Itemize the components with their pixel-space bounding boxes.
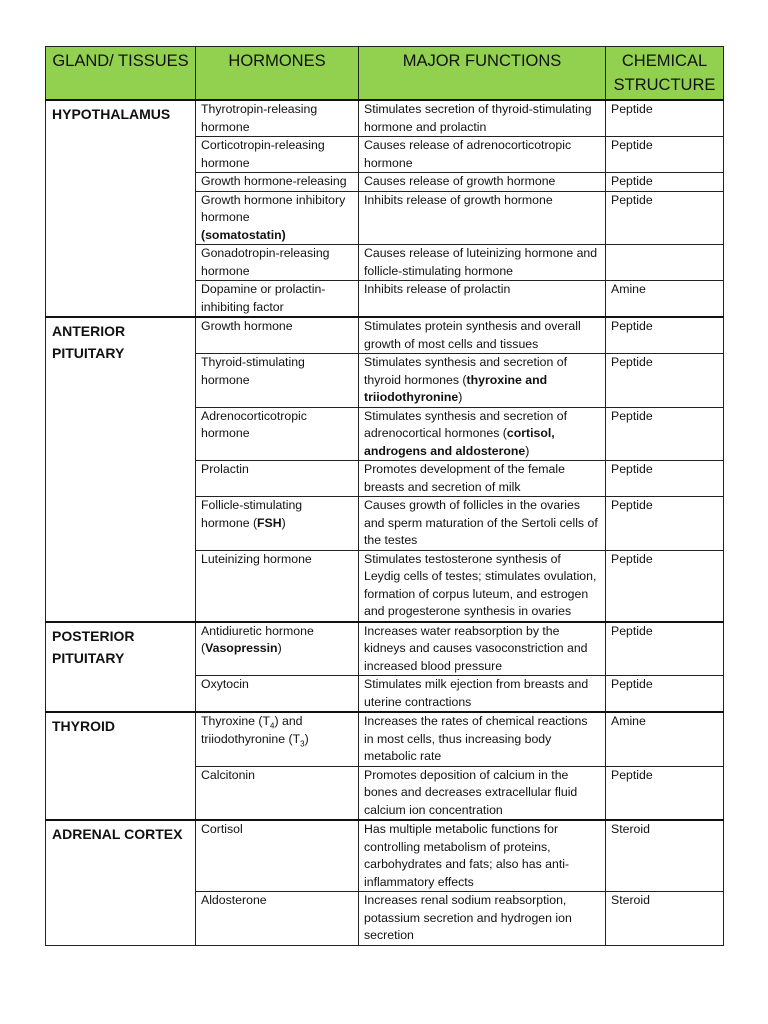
function-text: Stimulates synthesis and secretion of thyroid hormones ( — [364, 355, 568, 387]
structure-cell: Amine — [606, 712, 724, 766]
hormone-cell: Cortisol — [196, 820, 359, 892]
function-text: Stimulates synthesis and secretion of adrenocortical hormones ( — [364, 408, 568, 440]
structure-cell: Peptide — [606, 461, 724, 497]
hormone-cell: Adrenocorticotropic hormone — [196, 407, 359, 461]
function-cell: Inhibits release of prolactin — [359, 281, 606, 318]
hormone-text-end: ) — [281, 515, 286, 530]
header-functions: MAJOR FUNCTIONS — [359, 47, 606, 101]
endocrine-hormone-table — [45, 46, 724, 946]
function-cell: Increases renal sodium reabsorption, potassium secretion and hydrogen ion secretion — [359, 892, 606, 946]
function-cell: Stimulates testosterone synthesis of Leydig cells of testes; stimulates ovulation, formation of corpus luteum, and estrogen and progesterone synthesis in ovaries — [359, 550, 606, 622]
function-cell: Promotes development of the female breasts and secretion of milk — [359, 461, 606, 497]
structure-cell: Peptide — [606, 191, 724, 245]
structure-cell: Peptide — [606, 676, 724, 713]
function-cell: Causes release of luteinizing hormone and follicle-stimulating hormone — [359, 245, 606, 281]
function-text-end: ) — [458, 390, 463, 404]
function-cell — [359, 407, 606, 461]
table-row — [46, 820, 724, 892]
table-row — [46, 317, 724, 354]
hormone-cell: Growth hormone-releasing — [196, 173, 359, 192]
function-cell — [359, 354, 606, 408]
header-gland: GLAND/ TISSUES — [46, 47, 196, 101]
hormone-cell: Corticotropin-releasing hormone — [196, 137, 359, 173]
hormone-cell: Oxytocin — [196, 676, 359, 713]
t4-subscript: 4 — [270, 721, 275, 731]
structure-cell: Peptide — [606, 407, 724, 461]
function-cell: Inhibits release of growth hormone — [359, 191, 606, 245]
structure-cell: Steroid — [606, 820, 724, 892]
hormone-cell: Luteinizing hormone — [196, 550, 359, 622]
hormone-cell: Growth hormone — [196, 317, 359, 354]
function-cell: Promotes deposition of calcium in the bones and decreases extracellular fluid calcium ion concentration — [359, 766, 606, 820]
function-cell: Causes release of adrenocorticotropic hormone — [359, 137, 606, 173]
table-header-row — [46, 47, 724, 101]
function-cell: Causes release of growth hormone — [359, 173, 606, 192]
hormone-cell — [196, 191, 359, 245]
hormone-bold-text: (somatostatin) — [201, 227, 286, 242]
gland-name: HYPOTHALAMUS — [46, 100, 196, 317]
structure-cell: Peptide — [606, 137, 724, 173]
structure-cell: Peptide — [606, 766, 724, 820]
table-row — [46, 100, 724, 137]
function-bold-text: cortisol, androgens and aldosterone — [364, 426, 555, 458]
hormone-text: Thyroxine (T — [201, 714, 271, 728]
structure-cell — [606, 245, 724, 281]
header-hormones: HORMONES — [196, 47, 359, 101]
hormone-cell: Calcitonin — [196, 766, 359, 820]
function-cell: Stimulates protein synthesis and overall growth of most cells and tissues — [359, 317, 606, 354]
gland-name: THYROID — [46, 712, 196, 820]
structure-cell: Amine — [606, 281, 724, 318]
t3-subscript: 3 — [300, 738, 305, 748]
hormone-text-mid: ) and triiodothyronine (T — [201, 714, 303, 746]
hormone-text: Follicle-stimulating hormone ( — [201, 498, 303, 530]
hormone-cell: Aldosterone — [196, 892, 359, 946]
gland-name: POSTERIOR PITUITARY — [46, 622, 196, 713]
function-text-end: ) — [525, 443, 530, 458]
gland-name: ANTERIOR PITUITARY — [46, 317, 196, 622]
hormone-text: Antidiuretic hormone ( — [201, 623, 314, 655]
header-structure: CHEMICAL STRUCTURE — [606, 47, 724, 101]
hormone-text-end: ) — [277, 641, 282, 655]
hormone-bold-text: Vasopressin — [205, 641, 278, 655]
hormone-cell: Prolactin — [196, 461, 359, 497]
structure-cell: Peptide — [606, 497, 724, 551]
function-cell: Increases the rates of chemical reactions in most cells, thus increasing body metabolic rate — [359, 712, 606, 766]
function-cell: Stimulates secretion of thyroid-stimulating hormone and prolactin — [359, 100, 606, 137]
hormone-bold-text: FSH — [257, 515, 282, 530]
structure-cell: Peptide — [606, 173, 724, 192]
hormone-cell — [196, 712, 359, 766]
hormone-text-end: ) — [304, 731, 309, 746]
hormone-cell: Thyrotropin-releasing hormone — [196, 100, 359, 137]
hormone-cell: Dopamine or prolactin-inhibiting factor — [196, 281, 359, 318]
structure-cell: Peptide — [606, 622, 724, 676]
hormone-cell: Gonadotropin-releasing hormone — [196, 245, 359, 281]
table-row — [46, 712, 724, 766]
function-cell: Stimulates milk ejection from breasts and uterine contractions — [359, 676, 606, 713]
structure-cell: Peptide — [606, 550, 724, 622]
structure-cell: Steroid — [606, 892, 724, 946]
structure-cell: Peptide — [606, 100, 724, 137]
function-bold-text: thyroxine and triiodothyronine — [364, 372, 548, 404]
hormone-text: Growth hormone inhibitory hormone — [201, 192, 346, 224]
function-cell: Causes growth of follicles in the ovaries and sperm maturation of the Sertoli cells of the testes — [359, 497, 606, 551]
hormone-cell — [196, 622, 359, 676]
structure-cell: Peptide — [606, 317, 724, 354]
hormone-cell — [196, 497, 359, 551]
table-row — [46, 622, 724, 676]
hormone-cell: Thyroid-stimulating hormone — [196, 354, 359, 408]
function-cell: Increases water reabsorption by the kidneys and causes vasoconstriction and increased blood pressure — [359, 622, 606, 676]
gland-name: ADRENAL CORTEX — [46, 820, 196, 945]
function-cell: Has multiple metabolic functions for controlling metabolism of proteins, carbohydrates and fats; also has anti-inflammatory effects — [359, 820, 606, 892]
structure-cell: Peptide — [606, 354, 724, 408]
